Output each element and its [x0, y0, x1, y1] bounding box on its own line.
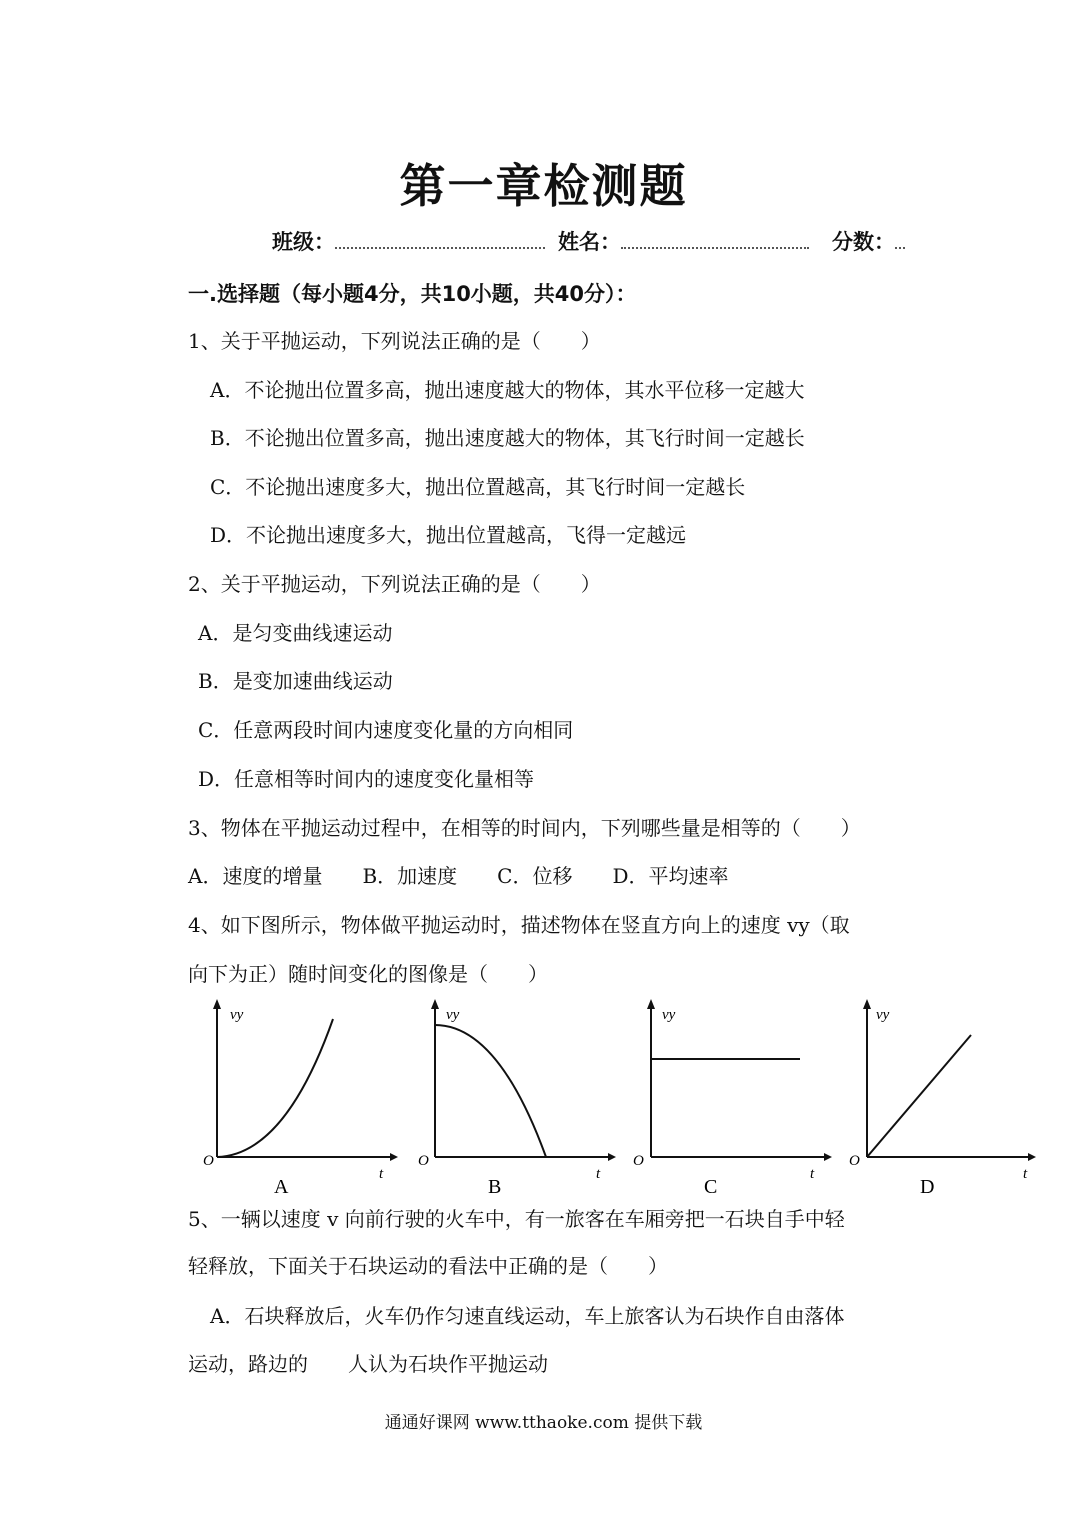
graph-d-label: D	[920, 1176, 935, 1198]
graph-c-origin: O	[633, 1153, 644, 1169]
section-heading: 一.选择题（每小题4分，共10小题，共40分）：	[188, 282, 637, 306]
graph-c-t-arrow	[824, 1153, 832, 1161]
class-blank[interactable]	[335, 233, 545, 249]
graph-a-vy-arrow	[213, 999, 221, 1009]
graph-b-vy-label: vy	[446, 1007, 460, 1023]
footer: 通通好课网 www.tthaoke.com 提供下载	[384, 1413, 703, 1433]
score-field	[832, 226, 905, 256]
graph-d	[840, 995, 1040, 1205]
q2-option-d: D．任意相等时间内的速度变化量相等	[198, 767, 535, 791]
graph-b-t-label: t	[596, 1166, 601, 1182]
graph-d-line	[867, 1035, 971, 1157]
graph-c-vy-arrow	[647, 999, 655, 1009]
q2-option-a: A．是匀变曲线速运动	[198, 621, 393, 645]
graph-d-origin: O	[849, 1153, 860, 1169]
score-label: 分数：	[832, 230, 895, 254]
q1-option-d: D．不论抛出速度多大，抛出位置越高，飞得一定越远	[210, 523, 687, 547]
graph-a-vy-label: vy	[230, 1007, 244, 1023]
graph-d-t-label: t	[1023, 1166, 1028, 1182]
graph-a-t-label: t	[379, 1166, 384, 1182]
graph-c	[624, 995, 834, 1205]
graph-a	[190, 995, 400, 1205]
name-blank[interactable]	[621, 233, 809, 249]
q1-option-a: A．不论抛出位置多高，抛出速度越大的物体，其水平位移一定越大	[210, 378, 805, 402]
name-field	[558, 226, 809, 256]
name-label: 姓名：	[558, 230, 621, 254]
q3-stem: 3、物体在平抛运动过程中，在相等的时间内，下列哪些量是相等的（ ）	[188, 816, 861, 840]
graph-b-origin: O	[418, 1153, 429, 1169]
score-blank[interactable]	[895, 233, 905, 249]
graph-a-label: A	[274, 1176, 289, 1198]
q5-stem-line1: 5、一辆以速度 v 向前行驶的火车中，有一旅客在车厢旁把一石块自手中轻	[188, 1207, 845, 1231]
graph-a-origin: O	[203, 1153, 214, 1169]
graph-a-curve	[217, 1019, 333, 1157]
graph-b-curve	[435, 1025, 546, 1157]
q2-option-b: B．是变加速曲线运动	[198, 669, 393, 693]
graph-b	[408, 995, 618, 1205]
q1-option-b: B．不论抛出位置多高，抛出速度越大的物体，其飞行时间一定越长	[210, 426, 805, 450]
graph-b-vy-arrow	[431, 999, 439, 1009]
q2-option-c: C．任意两段时间内速度变化量的方向相同	[198, 718, 574, 742]
graph-c-t-label: t	[810, 1166, 815, 1182]
graph-c-vy-label: vy	[662, 1007, 676, 1023]
graph-d-vy-arrow	[863, 999, 871, 1009]
graph-c-label: C	[704, 1176, 718, 1198]
graph-d-t-arrow	[1028, 1153, 1036, 1161]
graph-b-label: B	[488, 1176, 502, 1198]
q4-stem-line2: 向下为正）随时间变化的图像是（ ）	[188, 962, 548, 986]
graph-d-vy-label: vy	[876, 1007, 890, 1023]
q5-option-a-line2: 运动，路边的 人认为石块作平抛运动	[188, 1352, 548, 1376]
class-field	[272, 226, 545, 256]
page-title: 第一章检测题	[399, 159, 688, 213]
graph-b-t-arrow	[608, 1153, 616, 1161]
q1-stem: 1、关于平抛运动，下列说法正确的是（ ）	[188, 329, 601, 353]
q1-option-c: C．不论抛出速度多大，抛出位置越高，其飞行时间一定越长	[210, 475, 746, 499]
q4-stem-line1: 4、如下图所示，物体做平抛运动时，描述物体在竖直方向上的速度 vy（取	[188, 913, 850, 937]
graph-a-t-arrow	[390, 1153, 398, 1161]
q5-option-a-line1: A．石块释放后，火车仍作匀速直线运动，车上旅客认为石块作自由落体	[210, 1304, 845, 1328]
class-label: 班级：	[272, 230, 335, 254]
q5-stem-line2: 轻释放，下面关于石块运动的看法中正确的是（ ）	[188, 1254, 668, 1278]
q3-options: A．速度的增量 B．加速度 C．位移 D．平均速率	[188, 864, 729, 888]
q2-stem: 2、关于平抛运动，下列说法正确的是（ ）	[188, 572, 601, 596]
